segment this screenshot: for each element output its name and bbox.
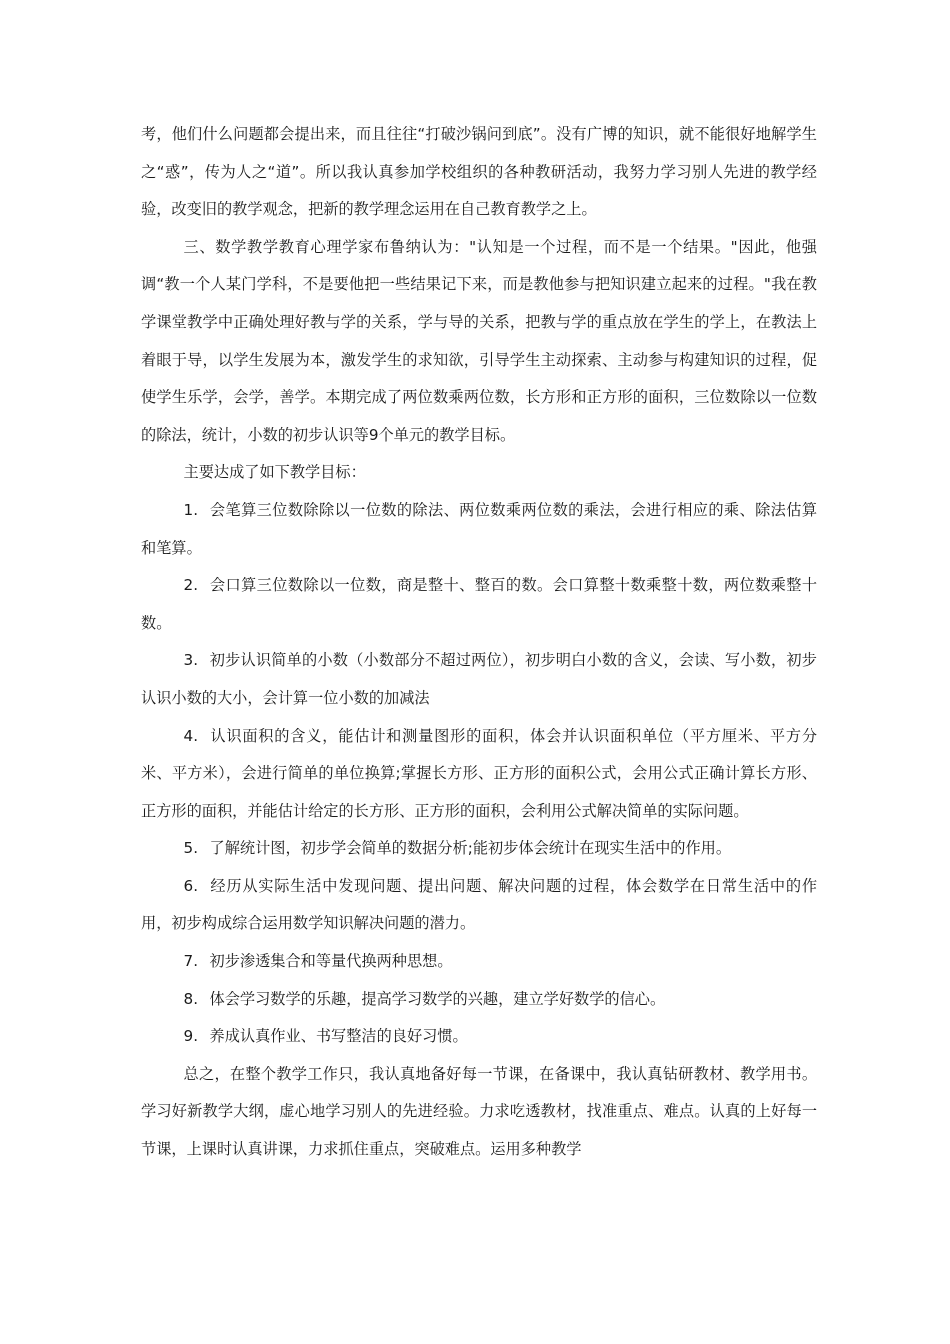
goal-text: 初步渗透集合和等量代换两种思想。 (209, 952, 453, 971)
goal-number: 4. (183, 726, 199, 745)
goal-item-2 (141, 567, 817, 642)
goal-item-6 (141, 868, 817, 943)
goal-number: 3. (183, 651, 199, 670)
goal-number: 2. (183, 576, 199, 595)
document-body (141, 116, 817, 1169)
goal-item-3 (141, 642, 817, 717)
goal-number: 1. (183, 500, 199, 519)
goal-text: 会笔算三位数除除以一位数的除法、两位数乘两位数的乘法，会进行相应的乘、除法估算和笔算。 (141, 500, 817, 557)
goal-text: 会口算三位数除以一位数，商是整十、整百的数。会口算整十数乘整十数，两位数乘整十数。 (141, 576, 817, 632)
goal-item-5 (141, 830, 817, 868)
goal-text: 初步认识简单的小数（小数部分不超过两位），初步明白小数的含义，会读、写小数，初步认识小数的大小，会计算一位小数的加减法 (141, 651, 817, 707)
goal-item-9 (141, 1018, 817, 1056)
goal-item-7 (141, 943, 817, 981)
goal-number: 9. (183, 1027, 199, 1046)
goal-text: 养成认真作业、书写整洁的良好习惯。 (209, 1027, 468, 1046)
paragraph-goals-intro: 主要达成了如下教学目标： (183, 463, 366, 482)
goal-text: 经历从实际生活中发现问题、提出问题、解决问题的过程，体会数学在日常生活中的作用，初步构成综合运用数学知识解决问题的潜力。 (141, 876, 817, 933)
paragraph-continuation: 考，他们什么问题都会提出来，而且往往“打破沙锅问到底”。没有广博的知识，就不能很好地解学生之“惑”，传为人之“道”。所以我认真参加学校组织的各种教研活动，我努力学习别人先进的教学经验，改变旧的教学观念，把新的教学理念运用在自己教育教学之上。 (141, 125, 817, 219)
goal-number: 6. (183, 876, 199, 895)
goal-item-8 (141, 981, 817, 1019)
paragraph-section-three: 三、数学教学教育心理学家布鲁纳认为："认知是一个过程，而不是一个结果。"因此，他强调“教一个人某门学科，不是要他把一些结果记下来，而是教他参与把知识建立起来的过程。"我在教学课堂教学中正确处理好教与学的关系，学与导的关系，把教与学的重点放在学生的学上，在教法上着眼于导，以学生发展为本，激发学生的求知欲，引导学生主动探索、主动参与构建知识的过程，促使学生乐学，会学，善学。本期完成了两位数乘两位数，长方形和正方形的面积，三位数除以一位数的除法，统计，小数的初步认识等9个单元的教学目标。 (141, 237, 817, 444)
goal-item-1 (141, 492, 817, 567)
paragraph-summary: 总之，在整个教学工作只，我认真地备好每一节课，在备课中，我认真钻研教材、教学用书。学习好新教学大纲，虚心地学习别人的先进经验。力求吃透教材，找准重点、难点。认真的上好每一节课，上课时认真讲课，力求抓住重点，突破难点。运用多种教学 (141, 1064, 817, 1159)
goal-item-4 (141, 718, 817, 831)
goal-number: 5. (183, 839, 199, 858)
goal-text: 了解统计图，初步学会简单的数据分析;能初步体会统计在现实生活中的作用。 (209, 839, 732, 858)
goal-text: 认识面积的含义，能估计和测量图形的面积，体会并认识面积单位（平方厘米、平方分米、平方米），会进行简单的单位换算;掌握长方形、正方形的面积公式，会用公式正确计算长方形、正方形的面积，并能估计给定的长方形、正方形的面积，会利用公式解决简单的实际问题。 (141, 726, 817, 820)
goal-number: 8. (183, 989, 199, 1008)
goal-number: 7. (183, 952, 199, 971)
goal-text: 体会学习数学的乐趣，提高学习数学的兴趣，建立学好数学的信心。 (209, 989, 666, 1008)
